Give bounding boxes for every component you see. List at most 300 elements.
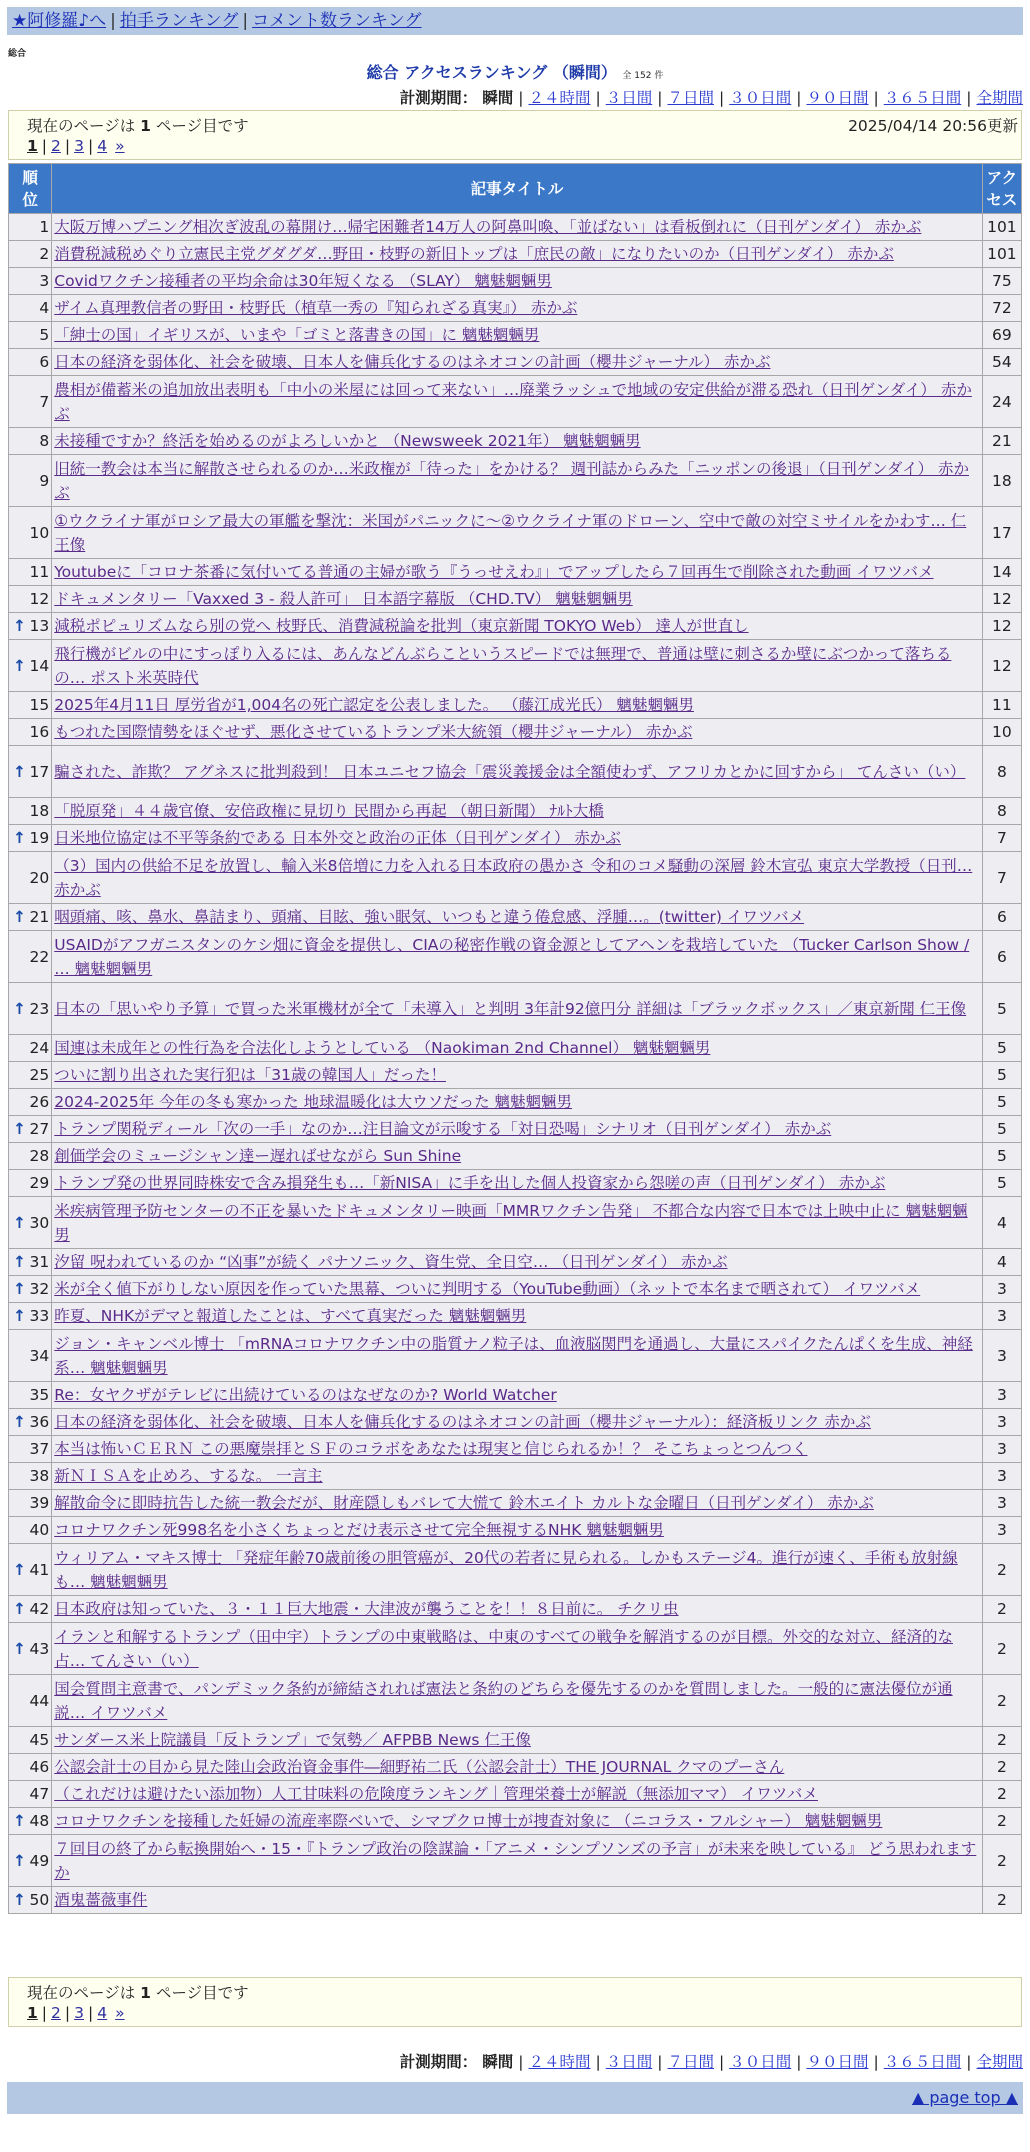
rank-number: 34	[29, 1346, 50, 1365]
genre-label: 総合	[8, 49, 27, 59]
access-count: 3	[983, 1409, 1021, 1435]
article-link[interactable]: ついに割り出された実行犯は「31歳の韓国人」だった！	[54, 1066, 446, 1084]
title-cell	[52, 983, 982, 1034]
title-cell	[52, 1197, 982, 1248]
rank-cell	[9, 1781, 51, 1807]
article-link[interactable]: 日本の「思いやり予算」で買った米軍機材が全て「未導入」と判明 3年計92億円分 詳細は「ブラックボックス」／東京新聞 仁王像	[54, 999, 967, 1018]
table-row	[9, 1544, 1021, 1595]
rank-number: 23	[29, 999, 50, 1018]
period-7d[interactable]: ７日間	[667, 89, 714, 107]
article-link[interactable]: 2024-2025年 今年の冬も寒かった 地球温暖化は大ウソだった 魑魅魍魎男	[54, 1093, 573, 1111]
article-link[interactable]: 日本の経済を弱体化、社会を破壊、日本人を傭兵化するのはネオコンの計画（櫻井ジャーナル） 赤かぶ	[54, 353, 771, 371]
rank-up-arrow-icon: ↑	[13, 999, 26, 1018]
period-selector-top: 計測期間： 瞬間 | ２４時間 | ３日間 | ７日間 | ３０日間 | ９０日間 | ３６５日間 | 全期間	[399, 89, 1023, 107]
article-link[interactable]: （3）国内の供給不足を放置し、輸入米8倍増に力を入れる日本政府の愚かさ 令和のコメ騒動の深層 鈴木宣弘 東京大学教授（日刊… 赤かぶ	[54, 856, 973, 899]
applause-ranking-link[interactable]: 拍手ランキング	[119, 11, 239, 31]
rank-number: 1	[39, 218, 50, 236]
rank-number: 39	[29, 1494, 50, 1512]
page-top-link[interactable]: ▲ page top ▲	[911, 2088, 1018, 2107]
table-row	[9, 1727, 1021, 1753]
article-link[interactable]: Covidワクチン接種者の平均余命は30年短くなる （SLAY） 魑魅魍魎男	[54, 272, 552, 290]
title-cell	[52, 376, 982, 427]
total-count: 全 152 件	[622, 71, 664, 81]
title-cell	[52, 1623, 982, 1674]
rank-number: 47	[29, 1785, 50, 1803]
article-link[interactable]: 公認会計士の目から見た陸山会政治資金事件―細野祐二氏（公認会計士）THE JOURNAL クマのプーさん	[54, 1758, 785, 1776]
rank-number: 17	[29, 762, 50, 781]
title-cell	[52, 1517, 982, 1543]
period-3d[interactable]: ３日間	[605, 2053, 653, 2071]
rank-number: 10	[29, 523, 50, 542]
home-link[interactable]: ★阿修羅♪へ	[12, 11, 107, 31]
title-cell	[52, 455, 982, 506]
rank-cell	[9, 1170, 51, 1196]
title-cell	[52, 1276, 982, 1302]
table-row	[9, 586, 1021, 612]
rank-cell	[9, 349, 51, 375]
title-cell	[52, 1808, 982, 1834]
rank-cell	[9, 559, 51, 585]
article-link[interactable]: 2025年4月11日 厚労省が1,004名の死亡認定を公表しました。 （藤江成光氏） 魑魅魍魎男	[54, 696, 694, 714]
rank-cell	[9, 904, 51, 930]
title-cell	[52, 322, 982, 348]
table-row	[9, 904, 1021, 930]
article-link[interactable]: ドキュメンタリー「Vaxxed 3 - 殺人許可」 日本語字幕版 （CHD.TV） 魑魅魍魎男	[54, 590, 633, 608]
rank-number: 21	[29, 908, 50, 926]
period-90d[interactable]: ９０日間	[806, 2053, 869, 2071]
access-count: 2	[983, 1675, 1021, 1726]
table-row	[9, 613, 1021, 639]
article-link[interactable]: 日米地位協定は不平等条約である 日本外交と政治の正体（日刊ゲンダイ） 赤かぶ	[54, 829, 621, 847]
table-row	[9, 1436, 1021, 1462]
article-link[interactable]: ７回目の終了から転換開始へ・15・『トランプ政治の陰謀論・「アニメ・シンプソンズの予言」が未来を映している』 どう思われますか	[54, 1839, 977, 1882]
article-link[interactable]: 国会質問主意書で、パンデミック条約が締結されれば憲法と条約のどちらを優先するのかを質問しました。一般的に憲法優位が通説… イワツバメ	[54, 1679, 953, 1722]
table-row	[9, 931, 1021, 982]
rank-number: 15	[29, 696, 50, 714]
table-row	[9, 1887, 1021, 1913]
rank-up-arrow-icon: ↑	[13, 1600, 26, 1618]
title-cell	[52, 719, 982, 745]
rank-up-arrow-icon: ↑	[13, 1812, 26, 1830]
rank-cell	[9, 214, 51, 240]
rank-cell	[9, 1675, 51, 1726]
table-row	[9, 455, 1021, 506]
rank-number: 7	[39, 392, 50, 411]
rank-up-arrow-icon: ↑	[13, 1307, 26, 1325]
rank-cell	[9, 455, 51, 506]
rank-number: 14	[29, 656, 50, 675]
rank-number: 41	[29, 1560, 50, 1579]
period-365d[interactable]: ３６５日間	[883, 89, 962, 107]
rank-up-arrow-icon: ↑	[13, 1639, 26, 1658]
access-count: 5	[983, 1089, 1021, 1115]
table-row	[9, 1675, 1021, 1726]
page-link-4[interactable]: 4	[97, 137, 108, 155]
rank-number: 4	[39, 299, 50, 317]
article-link[interactable]: Re：女ヤクザがテレビに出続けているのはなぜなのか? World Watcher	[54, 1386, 557, 1404]
title-cell	[52, 825, 982, 851]
access-count: 4	[983, 1249, 1021, 1275]
rank-cell	[9, 640, 51, 691]
access-count: 2	[983, 1808, 1021, 1834]
article-link[interactable]: 汐留 呪われているのか “凶事”が続く パナソニック、資生党、全日空… （日刊ゲンダイ） 赤かぶ	[54, 1253, 728, 1271]
rank-cell	[9, 1754, 51, 1780]
article-link[interactable]: ザイム真理教信者の野田・枝野氏（植草一秀の『知られざる真実』） 赤かぶ	[54, 299, 578, 317]
article-link[interactable]: USAIDがアフガニスタンのケシ畑に資金を提供し、CIAの秘密作戦の資金源としてアヘンを栽培していた （Tucker Carlson Show / … 魑魅魍魎男	[54, 935, 970, 978]
rank-cell	[9, 1490, 51, 1516]
rank-cell	[9, 746, 51, 797]
rank-up-arrow-icon: ↑	[13, 617, 26, 635]
title-cell	[52, 428, 982, 454]
rank-number: 8	[39, 432, 50, 450]
access-count: 72	[983, 295, 1021, 321]
rank-number: 25	[29, 1066, 50, 1084]
access-count: 3	[983, 1276, 1021, 1302]
rank-number: 50	[29, 1891, 50, 1909]
access-count: 2	[983, 1781, 1021, 1807]
period-365d[interactable]: ３６５日間	[883, 2053, 962, 2071]
title-cell	[52, 559, 982, 585]
article-link[interactable]: 新ＮＩＳＡを止めろ、するな。 一言主	[54, 1467, 323, 1485]
page-link-3[interactable]: 3	[74, 2004, 85, 2022]
rank-cell	[9, 1436, 51, 1462]
access-count: 3	[983, 1382, 1021, 1408]
access-count: 69	[983, 322, 1021, 348]
rank-cell	[9, 1887, 51, 1913]
access-count: 3	[983, 1463, 1021, 1489]
rank-up-arrow-icon: ↑	[13, 1253, 26, 1271]
access-count: 7	[983, 852, 1021, 903]
title-cell	[52, 1781, 982, 1807]
period-all[interactable]: 全期間	[976, 2053, 1023, 2071]
page-title	[0, 60, 1030, 83]
access-count: 2	[983, 1754, 1021, 1780]
article-link[interactable]: トランプ関税ディール「次の一手」なのか…注目論文が示唆する「対日恐喝」シナリオ（日刊ゲンダイ） 赤かぶ	[54, 1120, 832, 1138]
period-30d[interactable]: ３０日間	[729, 89, 792, 107]
title-cell	[52, 1436, 982, 1462]
rank-number: 3	[39, 272, 50, 290]
article-link[interactable]: 「脱原発」４４歳官僚、安倍政権に見切り 民間から再起 （朝日新聞） ﾅﾙﾄ大橋	[54, 802, 604, 820]
table-row	[9, 1035, 1021, 1061]
rank-cell	[9, 1062, 51, 1088]
page-link-4[interactable]: 4	[97, 2004, 108, 2022]
rank-number: 13	[29, 617, 50, 635]
page-link-2[interactable]: 2	[51, 137, 61, 155]
access-count: 3	[983, 1490, 1021, 1516]
rank-cell	[9, 295, 51, 321]
article-link[interactable]: もつれた国際情勢をほぐせず、悪化させているトランプ米大統領（櫻井ジャーナル） 赤かぶ	[54, 723, 693, 741]
article-link[interactable]: 消費税減税めぐり立憲民主党グダグダ…野田・枝野の新旧トップは「庶民の敵」になりたいのか（日刊ゲンダイ） 赤かぶ	[54, 245, 894, 263]
table-row	[9, 1808, 1021, 1834]
current-page-text: 現在のページは 1 ページ目です	[27, 117, 249, 135]
next-page-link[interactable]: »	[115, 137, 125, 155]
table-row	[9, 1517, 1021, 1543]
rank-up-arrow-icon: ↑	[13, 908, 26, 926]
access-count: 8	[983, 746, 1021, 797]
title-cell	[52, 798, 982, 824]
access-count: 101	[983, 241, 1021, 267]
title-cell	[52, 1249, 982, 1275]
rank-number: 48	[29, 1812, 50, 1830]
rank-cell	[9, 1727, 51, 1753]
nav-separator: |	[242, 11, 249, 31]
header-access: アクセス	[983, 164, 1021, 213]
access-count: 2	[983, 1623, 1021, 1674]
access-count: 5	[983, 1062, 1021, 1088]
table-row	[9, 1303, 1021, 1329]
period-90d[interactable]: ９０日間	[806, 89, 869, 107]
table-row	[9, 1062, 1021, 1088]
article-link[interactable]: 日本の経済を弱体化、社会を破壊、日本人を傭兵化するのはネオコンの計画（櫻井ジャーナル）：経済板リンク 赤かぶ	[54, 1413, 871, 1431]
period-24h[interactable]: ２４時間	[528, 89, 591, 107]
table-row	[9, 376, 1021, 427]
rank-number: 45	[29, 1731, 50, 1749]
access-count: 5	[983, 1143, 1021, 1169]
access-count: 14	[983, 559, 1021, 585]
period-24h[interactable]: ２４時間	[528, 2053, 591, 2071]
period-all[interactable]: 全期間	[976, 89, 1023, 107]
article-link[interactable]: 昨夏、NHKがデマと報道したことは、すべて真実だった 魑魅魍魎男	[54, 1307, 527, 1325]
access-count: 6	[983, 904, 1021, 930]
rank-number: 24	[29, 1039, 50, 1057]
access-count: 54	[983, 349, 1021, 375]
article-link[interactable]: 米が全く値下がりしない原因を作っていた黒幕、ついに判明する（YouTube動画）（ネットで本名まで晒されて） イワツバメ	[54, 1280, 921, 1298]
article-link[interactable]: （これだけは避けたい添加物）人工甘味料の危険度ランキング｜管理栄養士が解説（無添加ママ） イワツバメ	[54, 1785, 818, 1803]
page-current: 1	[27, 137, 38, 155]
table-row	[9, 1249, 1021, 1275]
rank-up-arrow-icon: ↑	[13, 1413, 26, 1431]
rank-up-arrow-icon: ↑	[13, 829, 26, 847]
table-header	[9, 164, 1021, 213]
article-link[interactable]: サンダース米上院議員「反トランプ」で気勢／ AFPBB News 仁王像	[54, 1731, 531, 1749]
title-cell	[52, 613, 982, 639]
title-cell	[52, 904, 982, 930]
article-link[interactable]: イランと和解するトランプ（田中宇）トランプの中東戦略は、中東のすべての戦争を解消するのが目標。外交的な対立、経済的な占… てんさい（い）	[54, 1627, 953, 1670]
rank-cell	[9, 931, 51, 982]
table-row	[9, 1089, 1021, 1115]
article-link[interactable]: 本当は怖いＣＥＲＮ この悪魔崇拝とＳＦのコラボをあなたは現実と信じられるか！？ そこちょっとつんつく	[54, 1440, 808, 1458]
access-count: 6	[983, 931, 1021, 982]
rank-cell	[9, 268, 51, 294]
table-row	[9, 428, 1021, 454]
article-link[interactable]: 創価学会のミュージシャン達ー遅ればせながら Sun Shine	[54, 1147, 462, 1165]
title-cell	[52, 1463, 982, 1489]
rank-cell	[9, 1596, 51, 1622]
access-count: 3	[983, 1330, 1021, 1381]
rank-up-arrow-icon: ↑	[13, 656, 26, 675]
current-page-text: 現在のページは 1 ページ目です	[27, 1984, 249, 2002]
title-cell	[52, 1835, 982, 1886]
rank-number: 20	[29, 868, 50, 887]
rank-number: 40	[29, 1521, 50, 1539]
title-cell	[52, 692, 982, 718]
header-title: 記事タイトル	[52, 164, 982, 213]
title-cell	[52, 214, 982, 240]
page-link-3[interactable]: 3	[74, 137, 85, 155]
period-label: 計測期間：	[399, 89, 478, 107]
title-cell	[52, 1490, 982, 1516]
title-cell	[52, 640, 982, 691]
access-count: 7	[983, 825, 1021, 851]
access-count: 24	[983, 376, 1021, 427]
title-cell	[52, 931, 982, 982]
title-cell	[52, 241, 982, 267]
access-count: 5	[983, 983, 1021, 1034]
period-3d[interactable]: ３日間	[605, 89, 653, 107]
article-link[interactable]: ジョン・キャンベル博士 「mRNAコロナワクチン中の脂質ナノ粒子は、血液脳関門を通過し、大量にスパイクたんぱくを生成、神経系… 魑魅魍魎男	[54, 1334, 973, 1377]
article-link[interactable]: 大阪万博ハプニング相次ぎ波乱の幕開け…帰宅困難者14万人の阿鼻叫喚、「並ばない」は看板倒れに（日刊ゲンダイ） 赤かぶ	[54, 218, 922, 236]
rank-number: 2	[39, 245, 50, 263]
rank-cell	[9, 1143, 51, 1169]
access-count: 8	[983, 798, 1021, 824]
period-7d[interactable]: ７日間	[667, 2053, 714, 2071]
article-link[interactable]: ウィリアム・マキス博士 「発症年齢70歳前後の胆管癌が、20代の若者に見られる。しかもステージ4。進行が速く、手術も放射線も… 魑魅魍魎男	[54, 1548, 958, 1591]
article-link[interactable]: 旧統一教会は本当に解散させられるのか…米政権が「待った」をかける？ 週刊誌からみた「ニッポンの後退」（日刊ゲンダイ） 赤かぶ	[54, 459, 969, 502]
article-link[interactable]: 飛行機がビルの中にすっぽり入るには、あんなどんぶらこというスピードでは無理で、普通は壁に刺さるか壁にぶつかって落ちるの… ポスト米英時代	[54, 644, 952, 687]
rank-number: 12	[29, 590, 50, 608]
rank-cell	[9, 692, 51, 718]
article-link[interactable]: 酒鬼薔薇事件	[54, 1891, 148, 1909]
article-link[interactable]: コロナワクチン死998名を小さくちょっとだけ表示させて完全無視するNHK 魑魅魍魎男	[54, 1521, 664, 1539]
pagination-top	[8, 110, 1022, 160]
rank-up-arrow-icon: ↑	[13, 1891, 26, 1909]
rank-cell	[9, 322, 51, 348]
rank-number: 11	[29, 563, 50, 581]
page-current: 1	[27, 2004, 38, 2022]
updated-timestamp: 2025/04/14 20:56更新	[848, 117, 1018, 135]
title-cell	[52, 1116, 982, 1142]
article-link[interactable]: ①ウクライナ軍がロシア最大の軍艦を撃沈：米国がパニックに～②ウクライナ軍のドローン、空中で敵の対空ミサイルをかわす… 仁王像	[54, 511, 967, 554]
rank-number: 29	[29, 1174, 50, 1192]
article-link[interactable]: 咽頭痛、咳、鼻水、鼻詰まり、頭痛、目眩、強い眠気、いつもと違う倦怠感、浮腫…。(twitter) イワツバメ	[54, 908, 805, 926]
article-link[interactable]: トランプ発の世界同時株安で含み損発生も…「新NISA」に手を出した個人投資家から怨嗟の声（日刊ゲンダイ） 赤かぶ	[54, 1174, 886, 1192]
title-cell	[52, 1089, 982, 1115]
rank-number: 22	[29, 947, 50, 966]
title-cell	[52, 1754, 982, 1780]
pagination-bottom	[8, 1977, 1022, 2027]
rank-number: 19	[29, 829, 50, 847]
footer-bar	[7, 2082, 1023, 2114]
access-count: 3	[983, 1517, 1021, 1543]
table-row	[9, 1276, 1021, 1302]
access-count: 12	[983, 586, 1021, 612]
rank-number: 6	[39, 353, 50, 371]
table-row	[9, 1835, 1021, 1886]
rank-cell	[9, 1330, 51, 1381]
table-row	[9, 1382, 1021, 1408]
title-cell	[52, 1035, 982, 1061]
access-count: 11	[983, 692, 1021, 718]
article-link[interactable]: コロナワクチンを接種した妊婦の流産率際べいで、シマブクロ博士が捜査対象に （ニコラス・フルシャー） 魑魅魍魎男	[54, 1812, 883, 1830]
article-link[interactable]: 減税ポピュリズムなら別の党へ 枝野氏、消費減税論を批判（東京新聞 TOKYO Web） 達人が世直し	[54, 617, 749, 635]
table-row	[9, 852, 1021, 903]
rank-number: 5	[39, 326, 50, 344]
rank-cell	[9, 798, 51, 824]
article-link[interactable]: 米疾病管理予防センターの不正を暴いたドキュメンタリー映画「MMRワクチン告発」 不都合な内容で日本では上映中止に 魑魅魍魎男	[54, 1201, 968, 1244]
next-page-link[interactable]: »	[115, 2004, 125, 2022]
rank-number: 38	[29, 1467, 50, 1485]
period-selector-bottom: 計測期間： 瞬間 | ２４時間 | ３日間 | ７日間 | ３０日間 | ９０日間 | ３６５日間 | 全期間	[399, 2053, 1023, 2071]
title-cell	[52, 1887, 982, 1913]
rank-cell	[9, 825, 51, 851]
rank-number: 43	[29, 1639, 50, 1658]
access-count: 12	[983, 640, 1021, 691]
access-count: 2	[983, 1887, 1021, 1913]
nav-separator: |	[110, 11, 116, 31]
article-link[interactable]: 日本政府は知っていた、３・１１巨大地震・大津波が襲うことを！！８日前に。 チクリ虫	[54, 1600, 679, 1618]
access-count: 5	[983, 1116, 1021, 1142]
access-count: 12	[983, 613, 1021, 639]
access-count: 2	[983, 1544, 1021, 1595]
access-count: 2	[983, 1727, 1021, 1753]
table-row	[9, 295, 1021, 321]
period-current: 瞬間	[482, 2053, 514, 2071]
title-cell	[52, 1062, 982, 1088]
page-link-2[interactable]: 2	[51, 2004, 61, 2022]
page-links: 1 | 2 | 3 | 4 »	[27, 2004, 125, 2022]
rank-number: 37	[29, 1440, 50, 1458]
rank-cell	[9, 1544, 51, 1595]
rank-number: 44	[29, 1691, 50, 1710]
rank-number: 36	[29, 1413, 50, 1431]
page-links: 1 | 2 | 3 | 4 »	[27, 137, 125, 155]
title-cell	[52, 1330, 982, 1381]
rank-number: 33	[29, 1307, 50, 1325]
article-link[interactable]: 国連は未成年との性行為を合法化しようとしている （Naokiman 2nd Channel） 魑魅魍魎男	[54, 1039, 711, 1057]
title-cell	[52, 1675, 982, 1726]
period-label: 計測期間：	[399, 2053, 478, 2071]
table-row	[9, 349, 1021, 375]
title-cell	[52, 746, 982, 797]
article-link[interactable]: 解散命令に即時抗告した統一教会だが、財産隠しもバレて大慌て 鈴木エイト カルトな金曜日（日刊ゲンダイ） 赤かぶ	[54, 1494, 874, 1512]
table-row	[9, 640, 1021, 691]
article-link[interactable]: 騙された、詐欺？ アグネスに批判殺到！ 日本ユニセフ協会「震災義援金は全額使わず、アフリカとかに回すから」 てんさい（い）	[54, 762, 966, 781]
rank-number: 9	[39, 471, 50, 490]
article-link[interactable]: 農相が備蓄米の追加放出表明も「中小の米屋には回って来ない」…廃業ラッシュで地域の安定供給が滞る恐れ（日刊ゲンダイ） 赤かぶ	[54, 380, 972, 423]
title-cell	[52, 507, 982, 558]
access-count: 2	[983, 1596, 1021, 1622]
access-count: 4	[983, 1197, 1021, 1248]
rank-number: 46	[29, 1758, 50, 1776]
title-cell	[52, 295, 982, 321]
access-count: 10	[983, 719, 1021, 745]
title-cell	[52, 852, 982, 903]
rank-number: 31	[29, 1253, 50, 1271]
table-row	[9, 1330, 1021, 1381]
comment-ranking-link[interactable]: コメント数ランキング	[252, 11, 422, 31]
access-count: 5	[983, 1170, 1021, 1196]
title-cell	[52, 349, 982, 375]
article-link[interactable]: 「紳士の国」イギリスが、いまや「ゴミと落書きの国」に 魑魅魍魎男	[54, 326, 540, 344]
rank-cell	[9, 1197, 51, 1248]
table-row	[9, 1781, 1021, 1807]
rank-number: 35	[29, 1386, 50, 1404]
article-link[interactable]: Youtubeに「コロナ茶番に気付いてる普通の主婦が歌う『うっせえわ』」でアップしたら７回再生で削除された動画 イワツバメ	[54, 563, 934, 581]
rank-up-arrow-icon: ↑	[13, 762, 26, 781]
ranking-title: 総合 アクセスランキング （瞬間）	[366, 63, 617, 82]
rank-number: 32	[29, 1280, 50, 1298]
rank-cell	[9, 1035, 51, 1061]
rank-cell	[9, 613, 51, 639]
rank-number: 42	[29, 1600, 50, 1618]
article-link[interactable]: 未接種ですか？終活を始めるのがよろしいかと （Newsweek 2021年） 魑魅魍魎男	[54, 432, 641, 450]
rank-number: 27	[29, 1120, 50, 1138]
access-count: 2	[983, 1835, 1021, 1886]
period-30d[interactable]: ３０日間	[729, 2053, 792, 2071]
title-cell	[52, 1596, 982, 1622]
rank-number: 26	[29, 1093, 50, 1111]
rank-cell	[9, 1249, 51, 1275]
